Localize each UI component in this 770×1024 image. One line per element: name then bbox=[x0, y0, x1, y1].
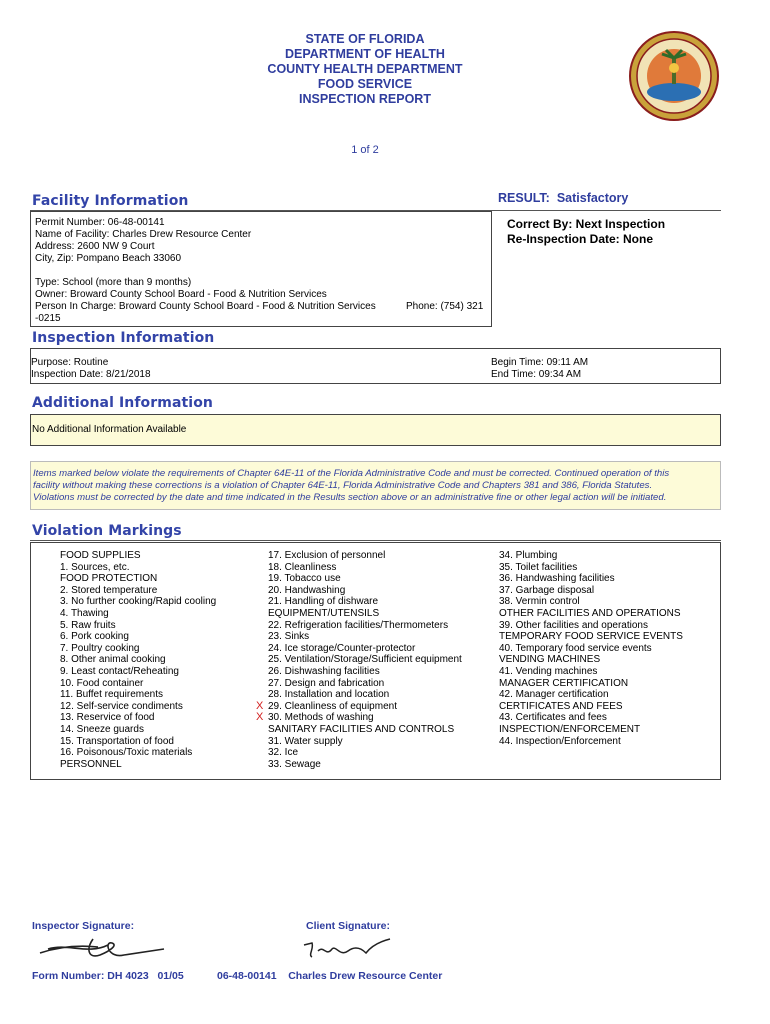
header-line-1: STATE OF FLORIDA bbox=[305, 32, 425, 46]
violation-item: 6. Pork cooking bbox=[60, 631, 129, 643]
violations-column-1 bbox=[60, 550, 216, 770]
notice-box bbox=[30, 461, 721, 510]
violation-markings-title: Violation Markings bbox=[32, 523, 182, 539]
inspection-right bbox=[491, 357, 588, 381]
inspector-signature-label: Inspector Signature: bbox=[32, 920, 135, 932]
violation-mark-empty bbox=[256, 747, 263, 759]
violation-mark-empty bbox=[256, 724, 263, 736]
header-line-5: INSPECTION REPORT bbox=[299, 92, 431, 106]
violation-item: VENDING MACHINES bbox=[499, 654, 601, 666]
page-indicator: 1 of 2 bbox=[351, 144, 379, 156]
violation-item: 44. Inspection/Enforcement bbox=[499, 735, 621, 747]
violation-item: 8. Other animal cooking bbox=[60, 654, 166, 666]
inspection-purpose: Purpose: Routine bbox=[31, 357, 109, 368]
violations-column-2 bbox=[268, 550, 462, 770]
violation-item: SANITARY FACILITIES AND CONTROLS bbox=[268, 723, 455, 735]
violation-item: 33. Sewage bbox=[268, 758, 321, 770]
notice-text bbox=[33, 468, 719, 504]
facility-phone: Phone: (754) 321 bbox=[406, 301, 484, 312]
violation-item: CERTIFICATES AND FEES bbox=[499, 700, 623, 712]
phone-continuation: -0215 bbox=[35, 313, 61, 324]
violation-item: 24. Ice storage/Counter-protector bbox=[268, 642, 416, 654]
client-signature-label: Client Signature: bbox=[306, 920, 391, 932]
violation-item: 22. Refrigeration facilities/Thermometers bbox=[268, 619, 449, 631]
violation-item: 30. Methods of washing bbox=[268, 712, 374, 724]
header-line-4: FOOD SERVICE bbox=[317, 77, 413, 91]
inspection-left bbox=[31, 357, 151, 381]
violation-item: 37. Garbage disposal bbox=[499, 584, 595, 596]
violation-item: TEMPORARY FOOD SERVICE EVENTS bbox=[499, 631, 683, 643]
inspection-date: Inspection Date: 8/21/2018 bbox=[31, 369, 151, 380]
person-in-charge: Person In Charge: Broward County School Board - Food & Nutrition Services bbox=[35, 301, 376, 312]
facility-city: City, Zip: Pompano Beach 33060 bbox=[35, 253, 182, 264]
violation-item: 17. Exclusion of personnel bbox=[268, 550, 386, 561]
violation-item: 1. Sources, etc. bbox=[60, 561, 130, 573]
violation-item: 11. Buffet requirements bbox=[60, 689, 164, 701]
inspection-box bbox=[30, 348, 721, 384]
violation-item: 38. Vermin control bbox=[499, 596, 580, 608]
violation-item: 15. Transportation of food bbox=[60, 735, 174, 747]
facility-address: Address: 2600 NW 9 Court bbox=[35, 241, 155, 252]
facility-info-title: Facility Information bbox=[32, 193, 189, 209]
client-signature bbox=[300, 935, 400, 970]
result-line bbox=[498, 191, 628, 205]
violation-item: 34. Plumbing bbox=[499, 550, 558, 561]
end-time: End Time: 09:34 AM bbox=[491, 369, 582, 380]
violation-mark-empty bbox=[256, 666, 263, 678]
violation-mark-empty bbox=[256, 608, 263, 620]
violation-item: 29. Cleanliness of equipment bbox=[268, 700, 397, 712]
violations-box bbox=[30, 542, 721, 780]
violation-mark: X bbox=[256, 711, 264, 724]
violation-mark-empty bbox=[256, 550, 263, 562]
violation-item: MANAGER CERTIFICATION bbox=[499, 677, 629, 689]
violation-item: 2. Stored temperature bbox=[60, 584, 158, 596]
inspector-signature bbox=[38, 935, 168, 968]
facility-name: Name of Facility: Charles Drew Resource Center bbox=[35, 229, 252, 240]
violation-item: 3. No further cooking/Rapid cooling bbox=[60, 596, 217, 608]
notice-line-1: Items marked below violate the requirements of Chapter 64E-11 of the Florida Administrative Code and must be corrected. Continued operation of this bbox=[33, 468, 670, 479]
violation-item: EQUIPMENT/UTENSILS bbox=[268, 607, 380, 619]
form-number: Form Number: DH 4023 01/05 bbox=[32, 970, 184, 982]
violation-item: 21. Handling of dishware bbox=[268, 596, 379, 608]
violation-item: 39. Other facilities and operations bbox=[499, 619, 648, 631]
violation-item: 4. Thawing bbox=[60, 607, 109, 619]
result-label: RESULT: bbox=[498, 191, 550, 205]
violation-item: 42. Manager certification bbox=[499, 689, 609, 701]
violation-mark-empty bbox=[256, 759, 263, 771]
violation-item: 40. Temporary food service events bbox=[499, 642, 652, 654]
notice-line-2: facility without making these corrections is a violation of Chapter 64E-11, Florida Administrative Code and Chapters 381 and 386, Florida Statutes. bbox=[33, 480, 653, 491]
violation-item: FOOD SUPPLIES bbox=[60, 550, 141, 561]
report-header bbox=[220, 32, 510, 107]
header-line-3: COUNTY HEALTH DEPARTMENT bbox=[267, 62, 463, 76]
divider bbox=[30, 540, 721, 541]
violation-mark-empty bbox=[256, 631, 263, 643]
facility-type: Type: School (more than 9 months) bbox=[35, 277, 192, 288]
additional-box bbox=[30, 414, 721, 446]
violation-item: 25. Ventilation/Storage/Sufficient equipment bbox=[268, 654, 462, 666]
violation-item: PERSONNEL bbox=[60, 758, 122, 770]
violation-item: 43. Certificates and fees bbox=[499, 712, 607, 724]
violation-item: 18. Cleanliness bbox=[268, 561, 337, 573]
violation-item: 35. Toilet facilities bbox=[499, 561, 578, 573]
violation-item: 41. Vending machines bbox=[499, 665, 598, 677]
inspection-info-title: Inspection Information bbox=[32, 330, 215, 346]
violation-item: 7. Poultry cooking bbox=[60, 642, 140, 654]
violation-item: 9. Least contact/Reheating bbox=[60, 665, 179, 677]
violation-item: 26. Dishwashing facilities bbox=[268, 665, 380, 677]
violation-item: 31. Water supply bbox=[268, 735, 343, 747]
permit-number: Permit Number: 06-48-00141 bbox=[35, 217, 165, 228]
violation-item: 14. Sneeze guards bbox=[60, 723, 144, 735]
violation-item: 20. Handwashing bbox=[268, 584, 346, 596]
violation-marks bbox=[256, 550, 263, 770]
violation-item: 32. Ice bbox=[268, 747, 299, 759]
violation-item: 10. Food container bbox=[60, 677, 144, 689]
notice-line-3: Violations must be corrected by the date and time indicated in the Results section above or an administrative fine or other legal action will be initiated. bbox=[33, 492, 667, 503]
additional-info-title: Additional Information bbox=[32, 395, 213, 411]
violation-item: 16. Poisonous/Toxic materials bbox=[60, 747, 193, 759]
result-value: Satisfactory bbox=[556, 191, 629, 205]
violation-item: 13. Reservice of food bbox=[60, 712, 155, 724]
violation-mark-empty bbox=[256, 689, 263, 701]
violation-mark: X bbox=[256, 699, 264, 712]
violation-item: OTHER FACILITIES AND OPERATIONS bbox=[499, 607, 681, 619]
reinspection-date: Re-Inspection Date: None bbox=[507, 232, 654, 246]
violation-item: 28. Installation and location bbox=[268, 689, 390, 701]
violation-item: 19. Tobacco use bbox=[268, 573, 341, 585]
header-line-2: DEPARTMENT OF HEALTH bbox=[285, 47, 445, 61]
violations-column-3 bbox=[499, 550, 683, 747]
violation-item: 5. Raw fruits bbox=[60, 619, 116, 631]
violation-item: 36. Handwashing facilities bbox=[499, 573, 615, 585]
violation-item: 12. Self-service condiments bbox=[60, 700, 183, 712]
violation-item: 27. Design and fabrication bbox=[268, 677, 385, 689]
facility-box bbox=[30, 211, 492, 327]
begin-time: Begin Time: 09:11 AM bbox=[491, 357, 589, 368]
violation-item: FOOD PROTECTION bbox=[60, 573, 158, 585]
facility-owner: Owner: Broward County School Board - Food & Nutrition Services bbox=[35, 289, 327, 300]
footer-permit-facility: 06-48-00141 Charles Drew Resource Center bbox=[217, 970, 443, 982]
additional-text: No Additional Information Available bbox=[32, 424, 187, 435]
violation-item: 23. Sinks bbox=[268, 631, 310, 643]
violation-item: INSPECTION/ENFORCEMENT bbox=[499, 723, 641, 735]
florida-seal-icon bbox=[628, 30, 720, 122]
correct-by: Correct By: Next Inspection bbox=[507, 217, 666, 231]
